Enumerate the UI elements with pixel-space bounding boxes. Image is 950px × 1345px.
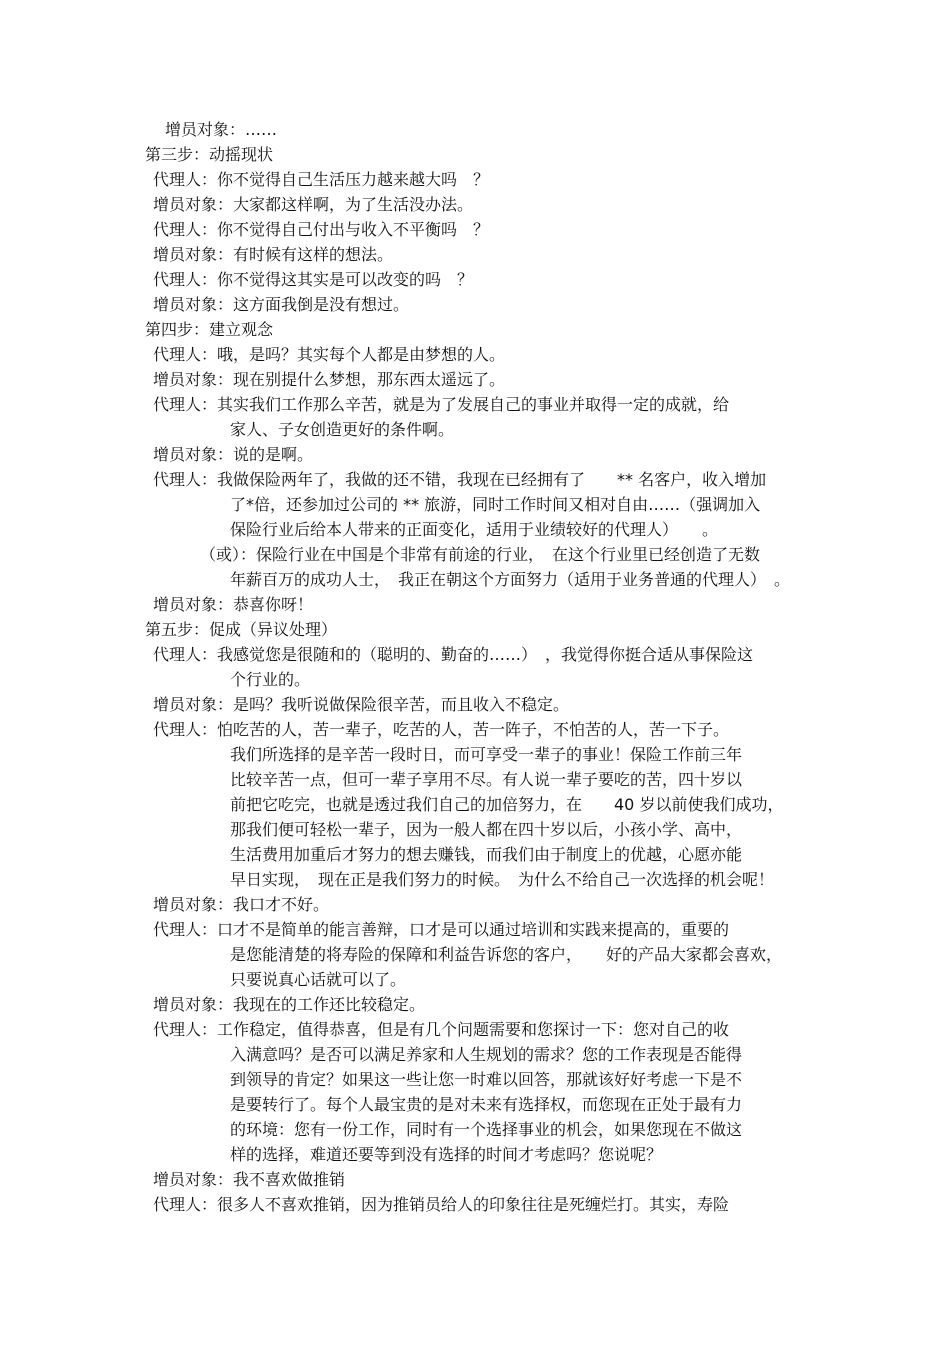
dialogue-continuation: 入满意吗？是否可以满足养家和人生规划的需求？您的工作表现是否能得 [230, 1045, 743, 1064]
dialogue-line: 增员对象：说的是啊。 [153, 445, 314, 464]
dialogue-continuation: 前把它吃完，也就是透过我们自己的加倍努力，在 40 岁以前使我们成功， [230, 795, 784, 814]
dialogue-line: 增员对象：大家都这样啊，为了生活没办法。 [153, 195, 474, 214]
section-heading: 第三步：动摇现状 [145, 145, 274, 164]
dialogue-line: 代理人：你不觉得这其实是可以改变的吗 ？ [153, 270, 474, 289]
section-heading: 第四步：建立观念 [145, 320, 274, 339]
dialogue-continuation: 那我们便可轻松一辈子，因为一般人都在四十岁以后，小孩小学、高中， [230, 820, 743, 839]
dialogue-continuation: 保险行业后给本人带来的正面变化，适用于业绩较好的代理人） 。 [230, 520, 719, 539]
dialogue-line: 代理人：我做保险两年了，我做的还不错，我现在已经拥有了 ** 名客户，收入增加 [153, 470, 767, 489]
dialogue-line: 增员对象：有时候有这样的想法。 [153, 245, 394, 264]
dialogue-continuation: 只要说真心话就可以了。 [230, 970, 407, 989]
dialogue-continuation: 早日实现， 现在正是我们努力的时候。 为什么不给自己一次选择的机会呢！ [230, 870, 775, 889]
dialogue-line: 增员对象：这方面我倒是没有想过。 [153, 295, 410, 314]
dialogue-line: 增员对象：…… [165, 120, 278, 139]
dialogue-continuation: 我们所选择的是辛苦一段时日，而可享受一辈子的事业！保险工作前三年 [230, 745, 743, 764]
dialogue-continuation: 了*倍，还参加过公司的 ** 旅游，同时工作时间又相对自由……（强调加入 [230, 495, 761, 514]
dialogue-line: （或）：保险行业在中国是个非常有前途的行业， 在这个行业里已经创造了无数 [200, 545, 761, 564]
dialogue-line: 增员对象：恭喜你呀！ [153, 595, 314, 614]
dialogue-line: 增员对象：我口才不好。 [153, 895, 330, 914]
dialogue-line: 代理人：你不觉得自己生活压力越来越大吗 ？ [153, 170, 490, 189]
dialogue-continuation: 是您能清楚的将寿险的保障和利益告诉您的客户， 好的产品大家都会喜欢， [230, 945, 783, 964]
dialogue-continuation: 样的选择，难道还要等到没有选择的时间才考虑吗？您说呢？ [230, 1145, 663, 1164]
dialogue-continuation: 生活费用加重后才努力的想去赚钱，而我们由于制度上的优越，心愿亦能 [230, 845, 743, 864]
dialogue-line: 代理人：你不觉得自己付出与收入不平衡吗 ？ [153, 220, 490, 239]
dialogue-continuation: 个行业的。 [230, 670, 311, 689]
dialogue-line: 增员对象：是吗？我听说做保险很辛苦，而且收入不稳定。 [153, 695, 570, 714]
dialogue-line: 代理人：工作稳定，值得恭喜，但是有几个问题需要和您探讨一下：您对自己的收 [153, 1020, 730, 1039]
dialogue-line: 代理人：怕吃苦的人，苦一辈子，吃苦的人，苦一阵子，不怕苦的人，苦一下子。 [153, 720, 730, 739]
dialogue-line: 代理人：很多人不喜欢推销，因为推销员给人的印象往往是死缠烂打。其实，寿险 [153, 1195, 730, 1214]
dialogue-continuation: 年薪百万的成功人士， 我正在朝这个方面努力（适用于业务普通的代理人） 。 [230, 570, 791, 589]
dialogue-line: 代理人：其实我们工作那么辛苦，就是为了发展自己的事业并取得一定的成就，给 [153, 395, 730, 414]
dialogue-line: 增员对象：我现在的工作还比较稳定。 [153, 995, 426, 1014]
dialogue-line: 代理人：口才不是简单的能言善辩，口才是可以通过培训和实践来提高的，重要的 [153, 920, 730, 939]
dialogue-continuation: 的环境：您有一份工作，同时有一个选择事业的机会，如果您现在不做这 [230, 1120, 743, 1139]
dialogue-continuation: 家人、子女创造更好的条件啊。 [230, 420, 455, 439]
dialogue-continuation: 到领导的肯定？如果这一些让您一时难以回答，那就该好好考虑一下是不 [230, 1070, 743, 1089]
dialogue-line: 增员对象：我不喜欢做推销 [153, 1170, 346, 1189]
dialogue-line: 代理人：我感觉您是很随和的（聪明的、勤奋的……） ，我觉得你挺合适从事保险这 [153, 645, 754, 664]
section-heading: 第五步：促成（异议处理） [145, 620, 338, 639]
dialogue-continuation: 比较辛苦一点，但可一辈子享用不尽。有人说一辈子要吃的苦，四十岁以 [230, 770, 743, 789]
dialogue-line: 增员对象：现在别提什么梦想，那东西太遥远了。 [153, 370, 506, 389]
dialogue-line: 代理人：哦，是吗？其实每个人都是由梦想的人。 [153, 345, 506, 364]
dialogue-continuation: 是要转行了。每个人最宝贵的是对未来有选择权，而您现在正处于最有力 [230, 1095, 743, 1114]
